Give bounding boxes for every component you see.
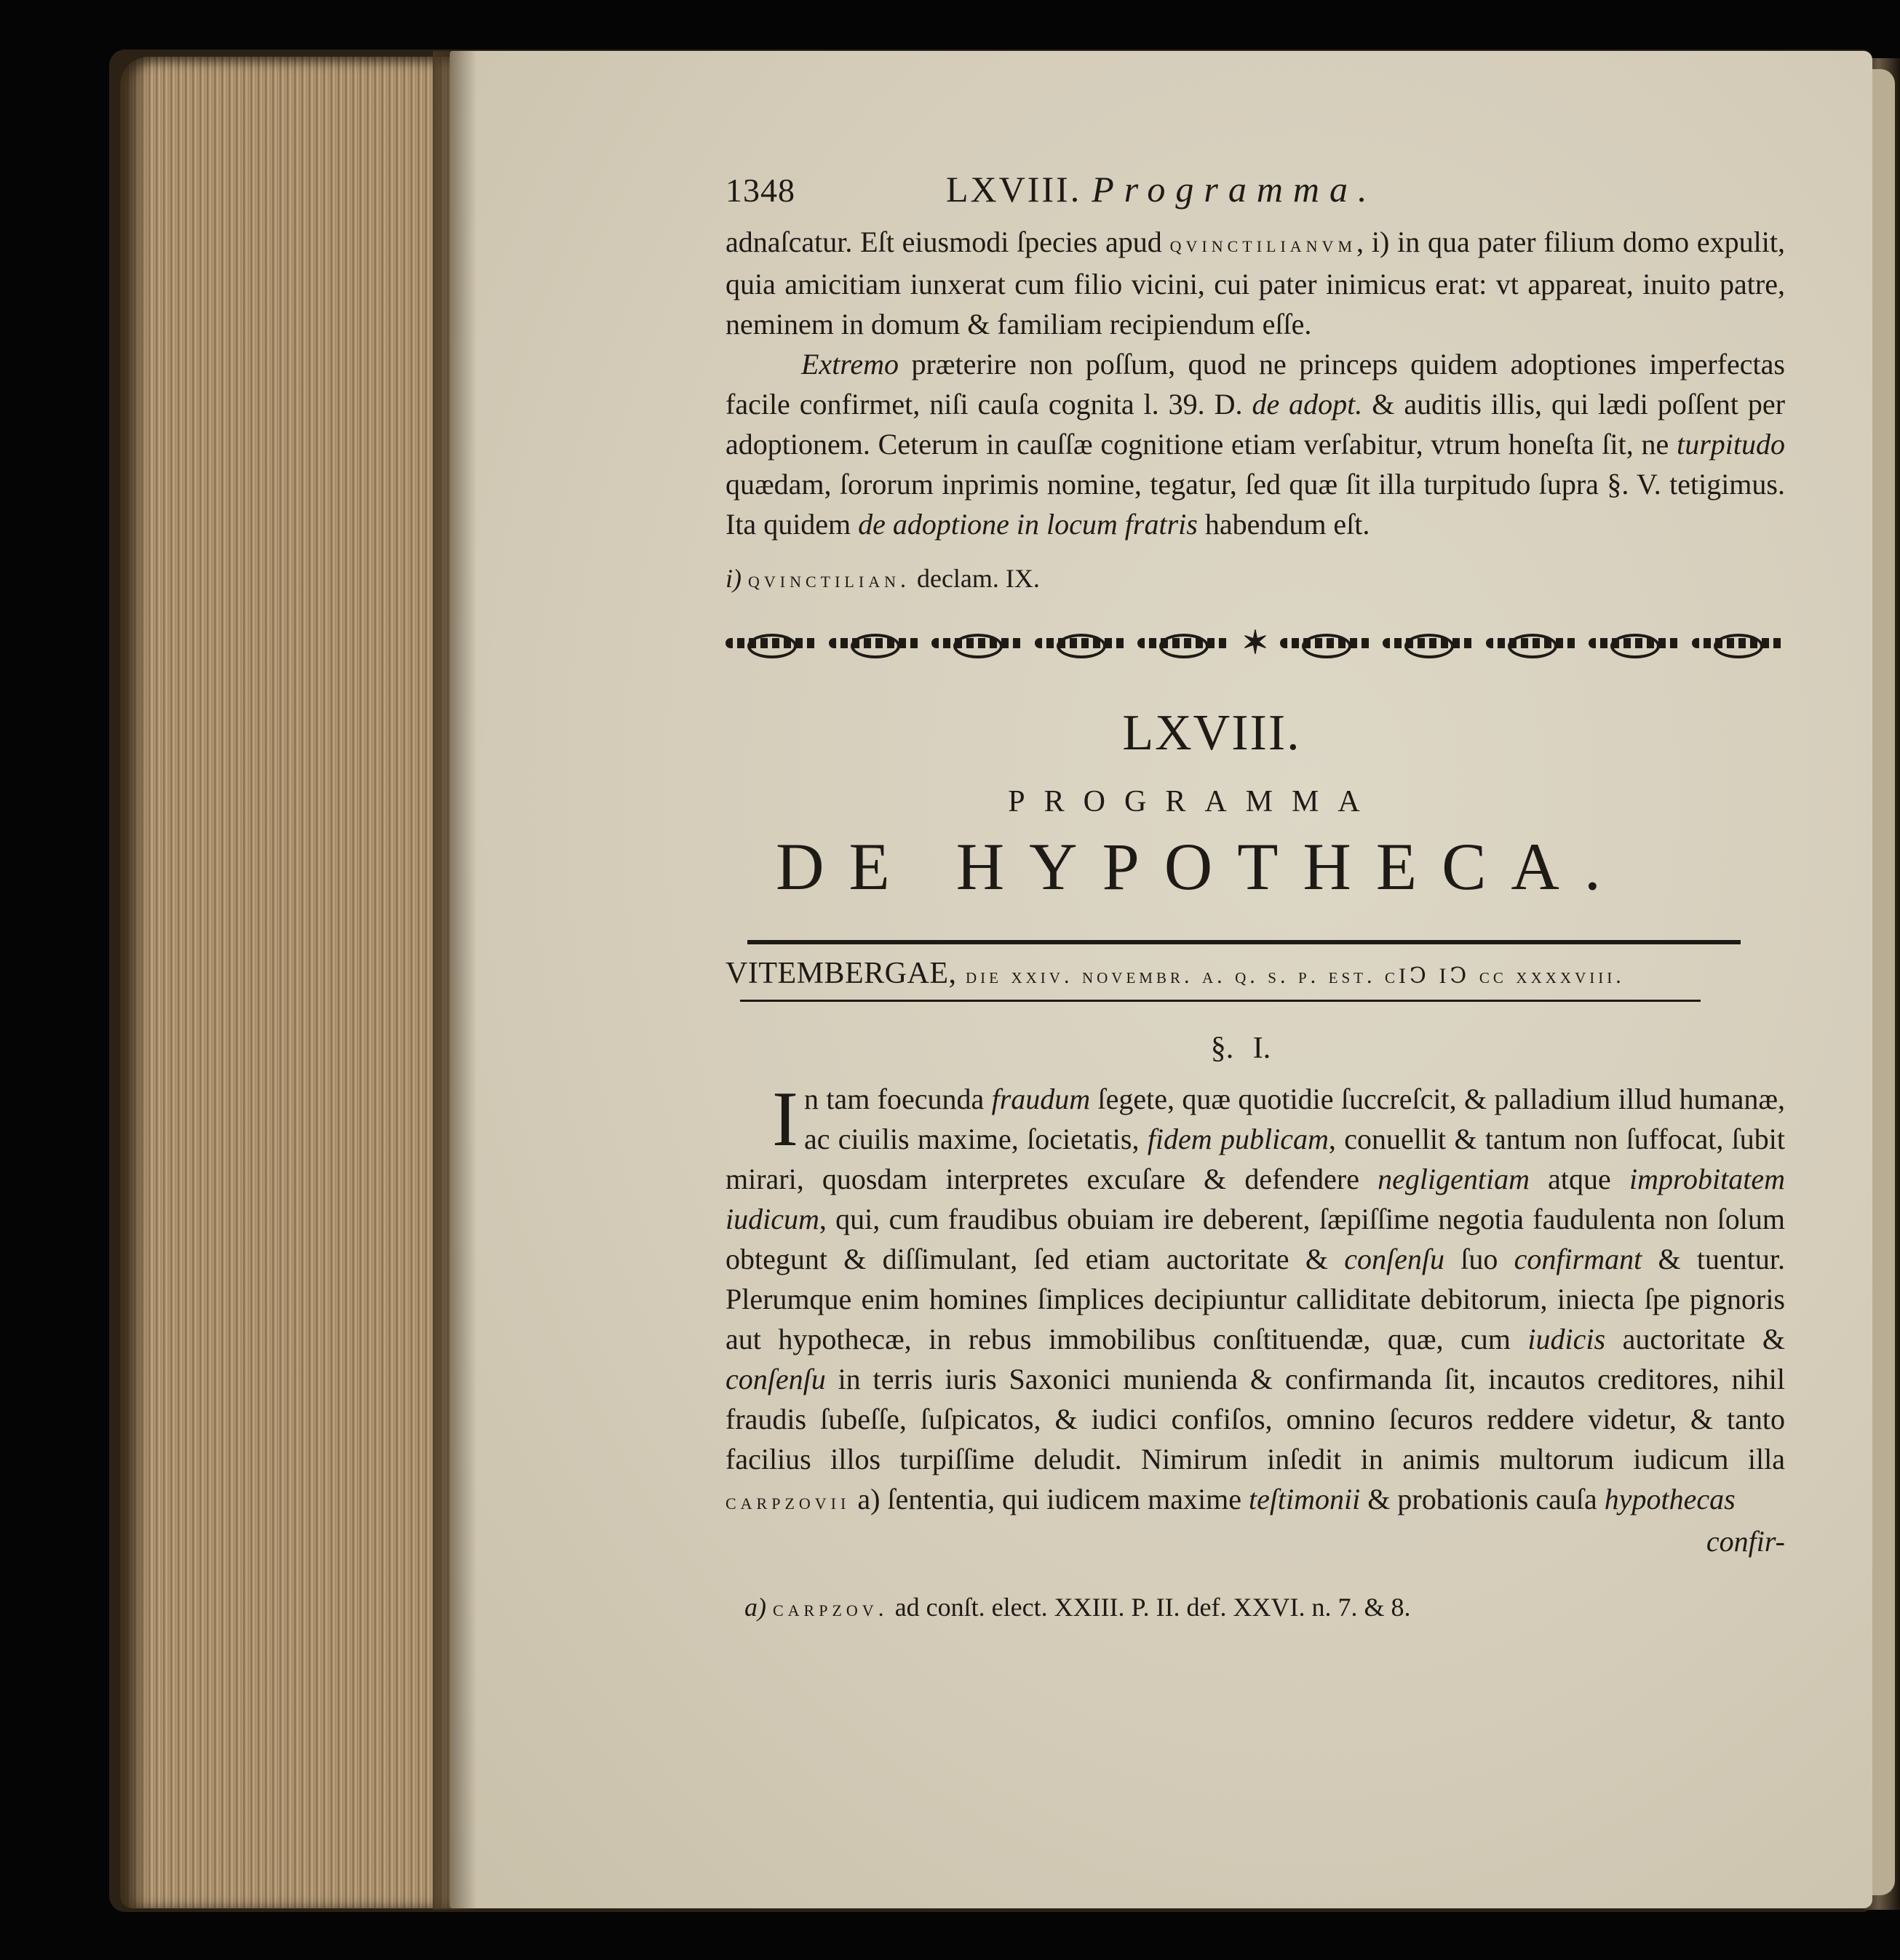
ornament-icon bbox=[726, 632, 819, 654]
text-run: atque bbox=[1530, 1163, 1629, 1195]
footnote-author: qvinctilian. bbox=[748, 566, 910, 592]
chapter-subtitle: PROGRAMMA bbox=[1008, 785, 1379, 818]
page-content bbox=[726, 171, 1785, 1622]
ornament-icon bbox=[1692, 632, 1785, 654]
dateline-date: die xxiv. novembr. a. q. s. p. est. cIↃ IↃ cc xxxxviii. bbox=[956, 964, 1625, 988]
text-run: n tam foecunda bbox=[803, 1083, 992, 1115]
gutter-shadow bbox=[433, 51, 477, 1910]
page-edges bbox=[120, 57, 455, 1908]
italic-run: iudicis bbox=[1527, 1323, 1606, 1355]
italic-run: Extremo bbox=[801, 348, 899, 381]
rule-thick bbox=[747, 940, 1741, 944]
running-programma: Programma. bbox=[1092, 169, 1378, 210]
italic-run: negligentiam bbox=[1378, 1163, 1530, 1195]
footnote-marker: i) bbox=[726, 564, 742, 593]
text-run: , qui, cum fraudibus obuiam ire deberent, ſæpiſſime negotia faudulenta non ſolum obtegunt & diſſimulant, ſed etiam auctoritate & bbox=[726, 1203, 1785, 1275]
text-run: auctoritate & bbox=[1605, 1323, 1785, 1355]
italic-run: de adoptione in locum fratris bbox=[858, 508, 1198, 541]
footnote-text: ad conſt. elect. XXIII. P. II. def. XXVI. n. 7. & 8. bbox=[888, 1593, 1411, 1622]
star-ornament-icon: ✶ bbox=[1241, 625, 1269, 661]
text-run: ſuo bbox=[1444, 1243, 1514, 1275]
author-name: qvinctilianvm bbox=[1169, 231, 1357, 257]
ornament-icon bbox=[1589, 632, 1682, 654]
ornament-icon bbox=[1486, 632, 1579, 654]
italic-run: de adopt. bbox=[1252, 388, 1363, 421]
text-run: præterire non poſſum, quod ne princeps quidem adoptiones imperfectas facile confirmet, niſi cauſa cognita l. 39. D. bbox=[726, 348, 1785, 421]
dateline bbox=[726, 956, 1785, 991]
text-run: a) ſententia, qui iudicem maxime bbox=[850, 1483, 1249, 1515]
chapter-title: DE HYPOTHECA. bbox=[776, 829, 1626, 904]
text-run: habendum eſt. bbox=[1197, 508, 1370, 541]
text-run: & auditis illis, qui lædi poſſent per adoptionem. Ceterum in cauſſæ cognitione etiam verſabitur, vtrum honeſta ſit, ne bbox=[726, 388, 1786, 461]
rule-thin bbox=[740, 1000, 1701, 1002]
paragraph-extremo bbox=[726, 344, 1785, 544]
chapter-number: LXVIII. bbox=[1122, 705, 1301, 761]
footnote-marker: a) bbox=[744, 1593, 766, 1622]
dateline-place: VITEMBERGAE, bbox=[726, 957, 957, 990]
text-run: in terris iuris Saxonici munienda & confirmanda ſit, incautos creditores, nihil fraudis ſubeſſe, ſuſpicatos, & iudici confiſos, omnino ſecuros reddere videtur, & tanto facilius illos turpiſſime deludit. Nimirum inſedit in animis multorum iudicum illa bbox=[726, 1363, 1785, 1475]
footnote-author: carpzov. bbox=[773, 1595, 889, 1621]
footnote-a bbox=[726, 1592, 1785, 1622]
paragraph-body bbox=[726, 1076, 1786, 1521]
italic-run: conſenſu bbox=[726, 1363, 826, 1395]
ornament-icon bbox=[829, 632, 922, 654]
italic-run: conſenſu bbox=[1344, 1243, 1444, 1275]
text-run: adnaſcatur. Eſt eiusmodi ſpecies apud bbox=[726, 226, 1170, 258]
footnote-i bbox=[726, 563, 1785, 594]
footnote-text: declam. IX. bbox=[910, 564, 1040, 593]
ornament-icon bbox=[1280, 632, 1373, 654]
italic-run: improbitatem iudicum bbox=[726, 1163, 1785, 1235]
text-run: ſegete, quæ quotidie ſuccreſcit, & palladium illud humanæ, ac ciuilis maxime, ſocietatis, bbox=[803, 1083, 1786, 1155]
ornament-icon bbox=[1137, 632, 1231, 654]
page-number: 1348 bbox=[726, 172, 795, 209]
text-run: & probationis cauſa bbox=[1360, 1483, 1605, 1515]
italic-run: fidem publicam bbox=[1147, 1123, 1329, 1155]
italic-run: hypothecas bbox=[1604, 1483, 1736, 1515]
italic-run: confirmant bbox=[1514, 1243, 1642, 1275]
author-name: carpzovii bbox=[726, 1488, 851, 1514]
text-run: quædam, ſororum inprimis nomine, tegatur, ſed quæ ſit illa turpitudo ſupra §. V. tetigimus. Ita quidem bbox=[726, 468, 1785, 541]
section-number: §. I. bbox=[1210, 1032, 1271, 1065]
ornament-icon bbox=[1035, 632, 1128, 654]
italic-run: teſtimonii bbox=[1248, 1483, 1361, 1515]
running-roman: LXVIII. bbox=[946, 169, 1082, 210]
italic-run: turpitudo bbox=[1677, 428, 1785, 461]
running-title bbox=[946, 168, 1378, 210]
ornament-icon bbox=[931, 632, 1025, 654]
ornament-icon bbox=[1383, 632, 1476, 654]
italic-run: fraudum bbox=[991, 1083, 1091, 1115]
text-run: & tuentur. Plerumque enim homines ſimplices decipiuntur calliditate debitorum, iniecta ſpe pignoris aut hypothecæ, in rebus immobilibus conſtituendæ, quæ, cum bbox=[726, 1243, 1785, 1355]
drop-cap: I bbox=[772, 1076, 798, 1163]
ornamental-band bbox=[726, 625, 1785, 661]
text-run: , i) in qua pater filium domo expulit, quia amicitiam iunxerat cum filio vicini, cui pater inimicus erat: vt appareat, inuito patre, neminem in domum & familiam recipiendum eſſe. bbox=[726, 226, 1785, 340]
text-run: , conuellit & tantum non ſuffocat, ſubit mirari, quosdam interpretes excuſare & defendere bbox=[726, 1123, 1785, 1195]
catchword: confir- bbox=[1706, 1525, 1785, 1558]
paragraph-continuation bbox=[726, 222, 1785, 344]
running-head bbox=[726, 171, 1785, 222]
